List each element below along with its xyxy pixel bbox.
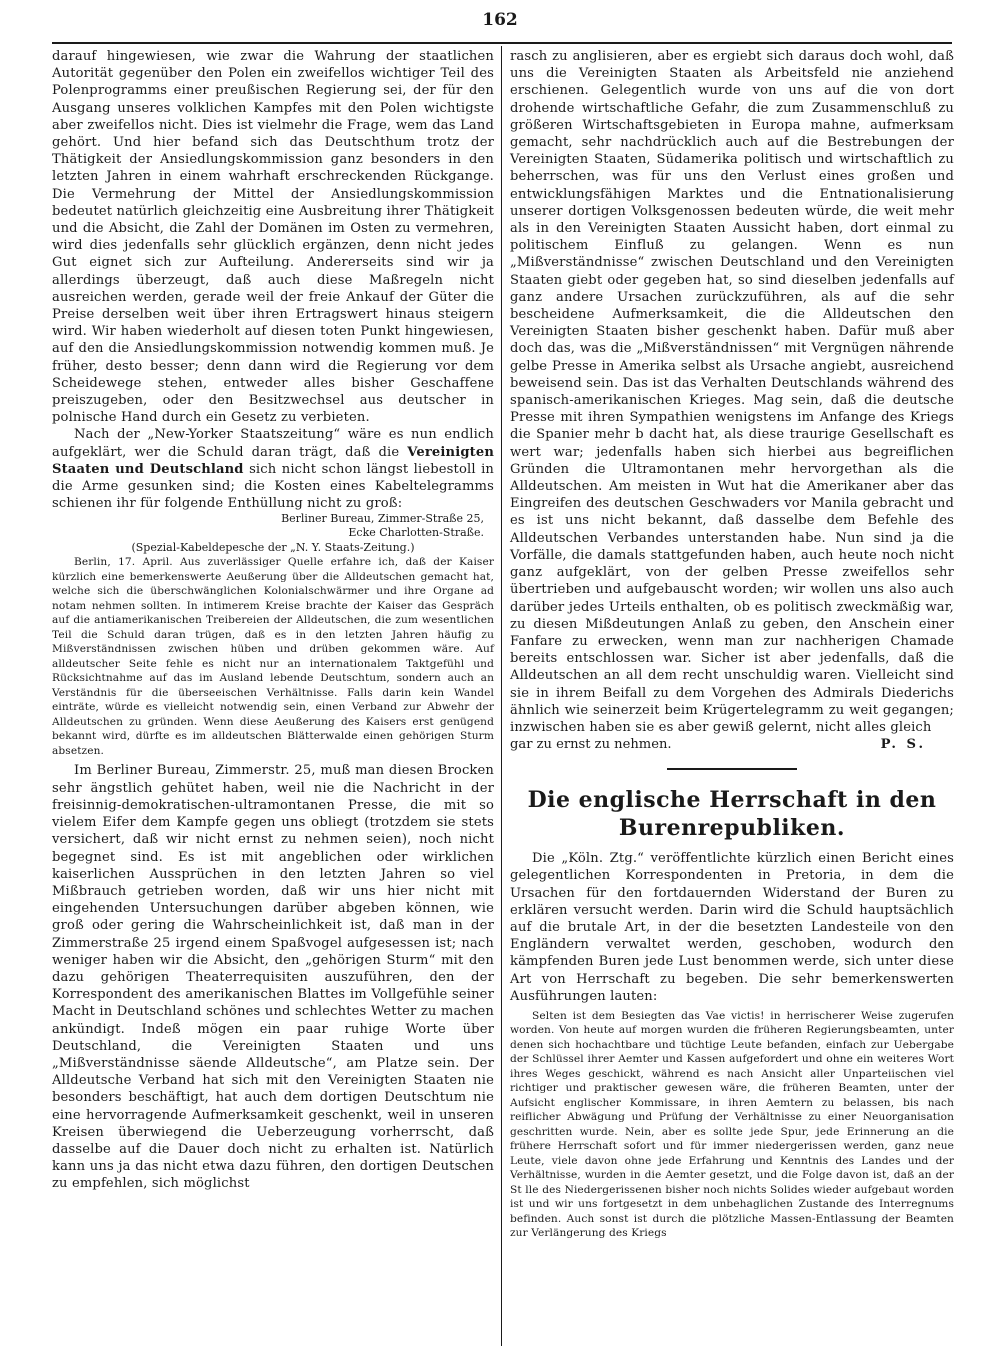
right-column	[510, 48, 954, 1241]
signature-line	[510, 736, 954, 754]
article-title-line-2: Burenrepubliken.	[618, 815, 846, 842]
address-line-1: Berliner Bureau, Zimmer-Straße 25,	[281, 512, 484, 526]
left-paragraph-2-b: sich nicht schon längst liebestoll in die Arme gesunken sind; die Kosten eines Kabeltelegramms schienen ihr für folgende Enthüllung nicht zu groß:	[52, 461, 495, 512]
right-paragraph-2: Die „Köln. Ztg.“ veröffentlichte kürzlich einen Bericht eines gelegentlichen Korrespondenten in Pretoria, in dem die Ursachen für den fortdauernden Widerstand der Buren zu erklären versucht werden. Darin wird die Schuld hauptsächlich auf die brutale Art, in der die besetzten Landesteile von den Engländern verwaltet werden, geschoben, wodurch den kämpfenden Buren jede Lust benommen werde, sich unter diese Art von Herrschaft zu begeben. Die sehr bemerkenswerten Ausführungen lauten:	[510, 851, 954, 1004]
article-title	[510, 786, 954, 842]
author-signature: P. S.	[880, 737, 926, 753]
address-line-2: Ecke Charlotten-Straße.	[348, 526, 484, 540]
section-rule	[667, 768, 797, 770]
left-paragraph-2	[52, 426, 494, 512]
header-rule	[52, 42, 952, 44]
right-paragraph-1-end: gar zu ernst zu nehmen.	[510, 737, 672, 753]
article-title-line-1: Die englische Herrschaft in den	[527, 787, 937, 814]
left-paragraph-2-a: Nach der „New-Yorker Staatszeitung“ wäre es nun endlich aufgeklärt, wer die Schuld daran trägt, daß die	[52, 427, 494, 460]
left-column	[52, 48, 494, 1193]
left-paragraph-1: darauf hingewiesen, wie zwar die Wahrung der staatlichen Autorität gegenüber den Polen ein zweifellos wichtiger Teil des Polenprogramms einer preußischen Regierung sei, der für den Ausgang unseres volklichen Kampfes mit den Polen wichtigste aber zweifellos nicht. Dies ist vielmehr die Frage, wem das Land gehört. Und hier befand sich das Deutschthum trotz der Thätigkeit der Ansiedlungskommission ganz besonders in den letzten Jahren in einem wahrhaft erschreckenden Rückgange. Die Vermehrung der Mittel der Ansiedlungskommission bedeutet natürlich gleichzeitig eine Ausbreitung ihrer Thätigkeit und die Absicht, die Zahl der Domänen im Osten zu vermehren, wird dies jedenfalls sehr glücklich ergänzen, denn nicht jedes Gut eignet sich zur Aufteilung. Andererseits sind wir ja allerdings überzeugt, daß auch diese Maßregeln nicht ausreichen werden, gerade weil der freie Ankauf der Güter die Preise derselben weit über ihren Ertragswert hinaus steigern wird. Wir haben wiederholt auf diesen toten Punkt hingewiesen, auf den die Ansiedlungskommission notwendig kommen muß. Je früher, desto besser; denn dann wird die Regierung vor dem Scheidewege stehen, entweder alles bisher Geschaffene preiszugeben, oder den Besitzwechsel aus deutscher in polnische Hand durch ein Gesetz zu verbieten.	[52, 49, 494, 426]
dispatch-heading: (Spezial-Kabeldepesche der „N. Y. Staats-Zeitung.)	[131, 541, 415, 555]
left-paragraph-2-bold: Vereinigten Staaten und Deutschland	[52, 444, 494, 477]
left-paragraph-3: Im Berliner Bureau, Zimmerstr. 25, muß man diesen Brocken sehr ängstlich gehütet haben, weil nie die Nachricht in der freisinnig-demokratischen-ultramontanen Presse, die mit so vielem Eifer dem Kampfe gegen uns obliegt (trotzdem sie stets versichert, daß wir nicht ernst zu nehmen seien), noch nicht begegnet sind. Es ist mit angeblichen oder wirklichen kaiserlichen Aussprüchen in den letzten Jahren so viel Mißbrauch getrieben worden, daß wir uns hier nicht mit eingehenden Untersuchungen darüber abgeben können, wie groß oder gering die Wahrscheinlichkeit ist, daß man in der Zimmerstraße 25 irgend einem Spaßvogel aufgesessen ist; nach weniger haben wir die Absicht, den „gehörigen Sturm“ mit den dazu gehörigen Theaterrequisiten auszuführen, den der Korrespondent des amerikanischen Blattes im Vollgefühle seiner Macht in Deutschland schönes und schlechtes Wetter zu machen ankündigt. Indeß mögen ein paar ruhige Worte über Deutschland, die Vereinigten Staaten und uns „Mißverständnisse säende Alldeutsche“, am Platze sein. Der Alldeutsche Verband hat sich mit den Vereinigten Staaten nie besonders beschäftigt, hat auch dem dortigen Deutschtum nie eine hervorragende Aufmerksamkeit geschenkt, weil in unseren Kreisen überwiegend die Ueberzeugung vorherrscht, daß dasselbe auf die Dauer doch nicht zu erhalten ist. Natürlich kann uns ja das nicht etwa dazu führen, den dortigen Deutschen zu empfehlen, sich möglichst	[52, 763, 494, 1192]
dispatch-text: Berlin, 17. April. Aus zuverlässiger Quelle erfahre ich, daß der Kaiser kürzlich eine bemerkenswerte Aeußerung über die Alldeutschen gemacht hat, welche sich die überschwänglichen Kolonialschwärmer und ihre Organe ad notam nehmen sollten. In intimerem Kreise brachte der Kaiser das Gespräch auf die antiamerikanischen Treibereien der Alldeutschen, die zum wesentlichen Teil die Schuld daran trügen, daß es in den letzten Jahren häufig zu Mißverständnissen zwischen hüben und drüben gekommen wäre. Auf alldeutscher Seite fehle es nicht nur an internationalem Taktgefühl und Rücksichtnahme auf das im Ausland lebende Deutschtum, sondern auch an Verständnis für die überseeischen Verhältnisse. Falls darin kein Wandel einträte, würde es vielleicht notwendig sein, einen Verband zur Abwehr der Alldeutschen zu gründen. Wenn diese Aeußerung des Kaisers erst genügend bekannt wird, dürfte es im alldeutschen Blätterwalde einen gehörigen Sturm absetzen.	[52, 556, 494, 757]
quoted-report: Selten ist dem Besiegten das Vae victis! in herrischerer Weise zugerufen worden. Von heute auf morgen wurden die früheren Regierungsbeamten, unter denen sich hochachtbare und tüchtige Leute befanden, einfach zur Uebergabe der Schlüssel ihrer Aemter und Kassen aufgefordert und ohne ein weiteres Wort ihres Weges geschickt, während es nach Ansicht aller Unparteiischen viel richtiger und praktischer gewesen wäre, die früheren Beamten, unter der Aufsicht englischer Kommissare, in ihren Aemtern zu belassen, bis nach reiflicher Abwägung und Prüfung der Verhältnisse zu einer Neuorganisation geschritten wurde. Nein, aber es sollte jede Spur, jede Erinnerung an die frühere Herrschaft sofort und für immer niedergerissen werden, ganz neue Leute, viele davon ohne jede Erfahrung und Kenntnis des Landes und der Verhältnisse, wurden in die Aemter gesetzt, und die Folge davon ist, daß an der St lle des Niedergerissenen bisher noch nichts Solides wieder aufgebaut worden ist und wir uns fortgesetzt in dem unbehaglichen Zustande des Interregnums befinden. Auch sonst ist durch die plötzliche Massen-Entlassung der Beamten zur Verlängerung des Kriegs	[510, 1009, 954, 1240]
column-divider	[501, 46, 502, 1346]
right-paragraph-1: rasch zu anglisieren, aber es ergiebt sich daraus doch wohl, daß uns die Vereinigten Staaten als Arbeitsfeld nie anziehend erschienen. Gelegentlich wurde von uns auf die von dort drohende wirtschaftliche Gefahr, die zum Zusammenschluß zu größeren Wirtschaftsgebieten in Europa mahne, aufmerksam gemacht, sehr nachdrücklich auch auf die Bestrebungen der Vereinigten Staaten, Südamerika politisch und wirtschaftlich zu beherrschen, was für uns den Verlust eines großen und entwicklungsfähigen Marktes und die Entnationalisierung unserer dortigen Volksgenossen bedeuten würde, die weit mehr als in den Vereinigten Staaten Aussicht haben, dort einmal zu politischem Einfluß zu gelangen. Wenn es nun „Mißverständnisse“ zwischen Deutschland und den Vereinigten Staaten giebt oder gegeben hat, so sind dieselben jedenfalls auf ganz andere Ursachen zurückzuführen, als auf die sehr bescheidene Aufmerksamkeit, die die Alldeutschen den Vereinigten Staaten bisher geschenkt haben. Dafür muß aber doch das, was die „Mißverständnissen“ mit Vergnügen nährende gelbe Presse in Amerika selbst als Ursache angiebt, ausreichend beweisend sein. Das ist das Verhalten Deutschlands während des spanisch-amerikanischen Krieges. Mag sein, daß die deutsche Presse mit ihren Sympathien wenigstens im Anfange des Kriegs die Spanier mehr b dacht hat, als diese traurige Gesellschaft es wert war; jedenfalls haben sich hierbei aus begreiflichen Gründen die Ultramontanen mehr hervorgethan als die Alldeutschen. Am meisten in Wut hat die Amerikaner aber das Eingreifen des deutschen Geschwaders vor Manila gebracht und es ist uns nicht bekannt, daß dasselbe dem Befehle des Alldeutschen Verbandes unterstanden habe. Nun sind ja die Vorfälle, die damals stattgefunden haben, auch heute noch nicht ganz aufgeklärt, von der gelben Presse zweifellos sehr übertrieben und aufgebauscht worden; wir wollen uns also auch darüber jedes Urteils enthalten, ob es politisch zweckmäßig war, zu diesen Mißdeutungen Anlaß zu geben, den Anschein einer Fanfare zu erwecken, wenn man zur nachherigen Chamade bereits entschlossen war. Sicher ist aber jedenfalls, daß die Alldeutschen an all dem recht unschuldig waren. Vielleicht sind sie in ihrem Beifall zu dem Vorgehen des Admirals Diederichs ähnlich wie seinerzeit beim Krügertelegramm zu weit gegangen; inzwischen haben sie es aber gewiß gelernt, nicht alles gleich	[510, 49, 954, 735]
page-number: 162	[482, 10, 518, 30]
